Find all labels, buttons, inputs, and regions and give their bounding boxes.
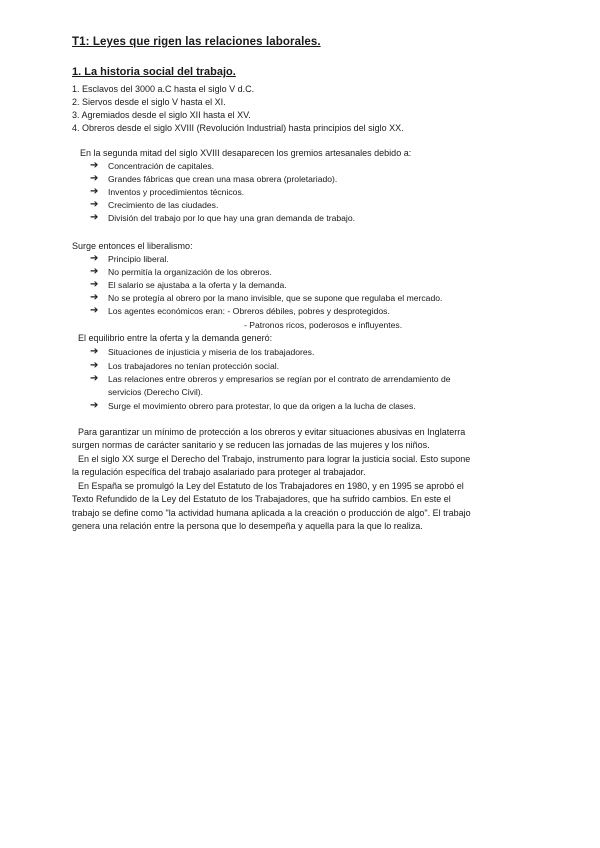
section-heading: 1. La historia social del trabajo. bbox=[72, 66, 236, 78]
list-item-text: Surge el movimiento obrero para protestar, lo que da origen a la lucha de clases. bbox=[108, 401, 416, 411]
liberalismo-intro: Surge entonces el liberalismo: bbox=[72, 241, 193, 251]
paragraph-line: la regulación específica del trabajo asalariado para proteger al trabajador. bbox=[72, 467, 366, 477]
arrow-right-icon: ➔ bbox=[90, 266, 99, 277]
paragraph-line: En el siglo XX surge el Derecho del Trabajo, instrumento para lograr la justicia social. Esto supone bbox=[78, 454, 471, 464]
list-item-text: No permitía la organización de los obreros. bbox=[108, 267, 272, 277]
gremios-intro: En la segunda mitad del siglo XVIII desaparecen los gremios artesanales debido a: bbox=[80, 148, 412, 158]
arrow-right-icon: ➔ bbox=[90, 346, 99, 357]
list-item-text: No se protegía al obrero por la mano invisible, que se supone que regulaba el mercado. bbox=[108, 293, 443, 303]
arrow-right-icon: ➔ bbox=[90, 279, 99, 290]
arrow-right-icon: ➔ bbox=[90, 373, 99, 384]
list-item-text: Concentración de capitales. bbox=[108, 161, 215, 171]
list-item-continuation: - Patronos ricos, poderosos e influyentes. bbox=[244, 320, 403, 330]
paragraph-line: Texto Refundido de la Ley del Estatuto de los Trabajadores, que ha sufrido cambios. En este el bbox=[72, 494, 451, 504]
list-item-text: Los agentes económicos eran: - Obreros débiles, pobres y desprotegidos. bbox=[108, 306, 390, 316]
document-title: T1: Leyes que rigen las relaciones laborales. bbox=[72, 36, 321, 48]
paragraph-line: En España se promulgó la Ley del Estatuto de los Trabajadores en 1980, y en 1995 se aprobó el bbox=[78, 481, 464, 491]
history-item: 3. Agremiados desde el siglo XII hasta el XV. bbox=[72, 110, 251, 120]
arrow-right-icon: ➔ bbox=[90, 400, 99, 411]
list-item-text: Inventos y procedimientos técnicos. bbox=[108, 187, 245, 197]
paragraph-line: trabajo se define como "la actividad humana aplicada a la creación o producción de algo". El trabajo bbox=[72, 508, 471, 518]
equilibrio-intro: El equilibrio entre la oferta y la demanda generó: bbox=[78, 333, 273, 343]
arrow-right-icon: ➔ bbox=[90, 360, 99, 371]
history-item: 1. Esclavos del 3000 a.C hasta el siglo V d.C. bbox=[72, 84, 255, 94]
history-item: 2. Siervos desde el siglo V hasta el XI. bbox=[72, 97, 226, 107]
arrow-right-icon: ➔ bbox=[90, 199, 99, 210]
arrow-right-icon: ➔ bbox=[90, 305, 99, 316]
list-item-text: El salario se ajustaba a la oferta y la demanda. bbox=[108, 280, 287, 290]
arrow-right-icon: ➔ bbox=[90, 253, 99, 264]
list-item-text: Los trabajadores no tenían protección social. bbox=[108, 361, 280, 371]
paragraph-line: surgen normas de carácter sanitario y se reducen las jornadas de las mujeres y los niños. bbox=[72, 440, 430, 450]
list-item-text: Las relaciones entre obreros y empresarios se regían por el contrato de arrendamiento de bbox=[108, 374, 451, 384]
arrow-right-icon: ➔ bbox=[90, 212, 99, 223]
arrow-right-icon: ➔ bbox=[90, 186, 99, 197]
history-item: 4. Obreros desde el siglo XVIII (Revolución Industrial) hasta principios del siglo XX. bbox=[72, 123, 404, 133]
arrow-right-icon: ➔ bbox=[90, 173, 99, 184]
list-item-text: Grandes fábricas que crean una masa obrera (proletariado). bbox=[108, 174, 338, 184]
list-item-text: Crecimiento de las ciudades. bbox=[108, 200, 219, 210]
list-item-text: Principio liberal. bbox=[108, 254, 169, 264]
list-item-text: División del trabajo por lo que hay una gran demanda de trabajo. bbox=[108, 213, 355, 223]
list-item-continuation: servicios (Derecho Civil). bbox=[108, 387, 204, 397]
list-item-text: Situaciones de injusticia y miseria de los trabajadores. bbox=[108, 347, 315, 357]
arrow-right-icon: ➔ bbox=[90, 292, 99, 303]
paragraph-line: Para garantizar un mínimo de protección a los obreros y evitar situaciones abusivas en Inglaterra bbox=[78, 427, 466, 437]
arrow-right-icon: ➔ bbox=[90, 160, 99, 171]
paragraph-line: genera una relación entre la persona que lo desempeña y aquella para la que lo realiza. bbox=[72, 521, 423, 531]
